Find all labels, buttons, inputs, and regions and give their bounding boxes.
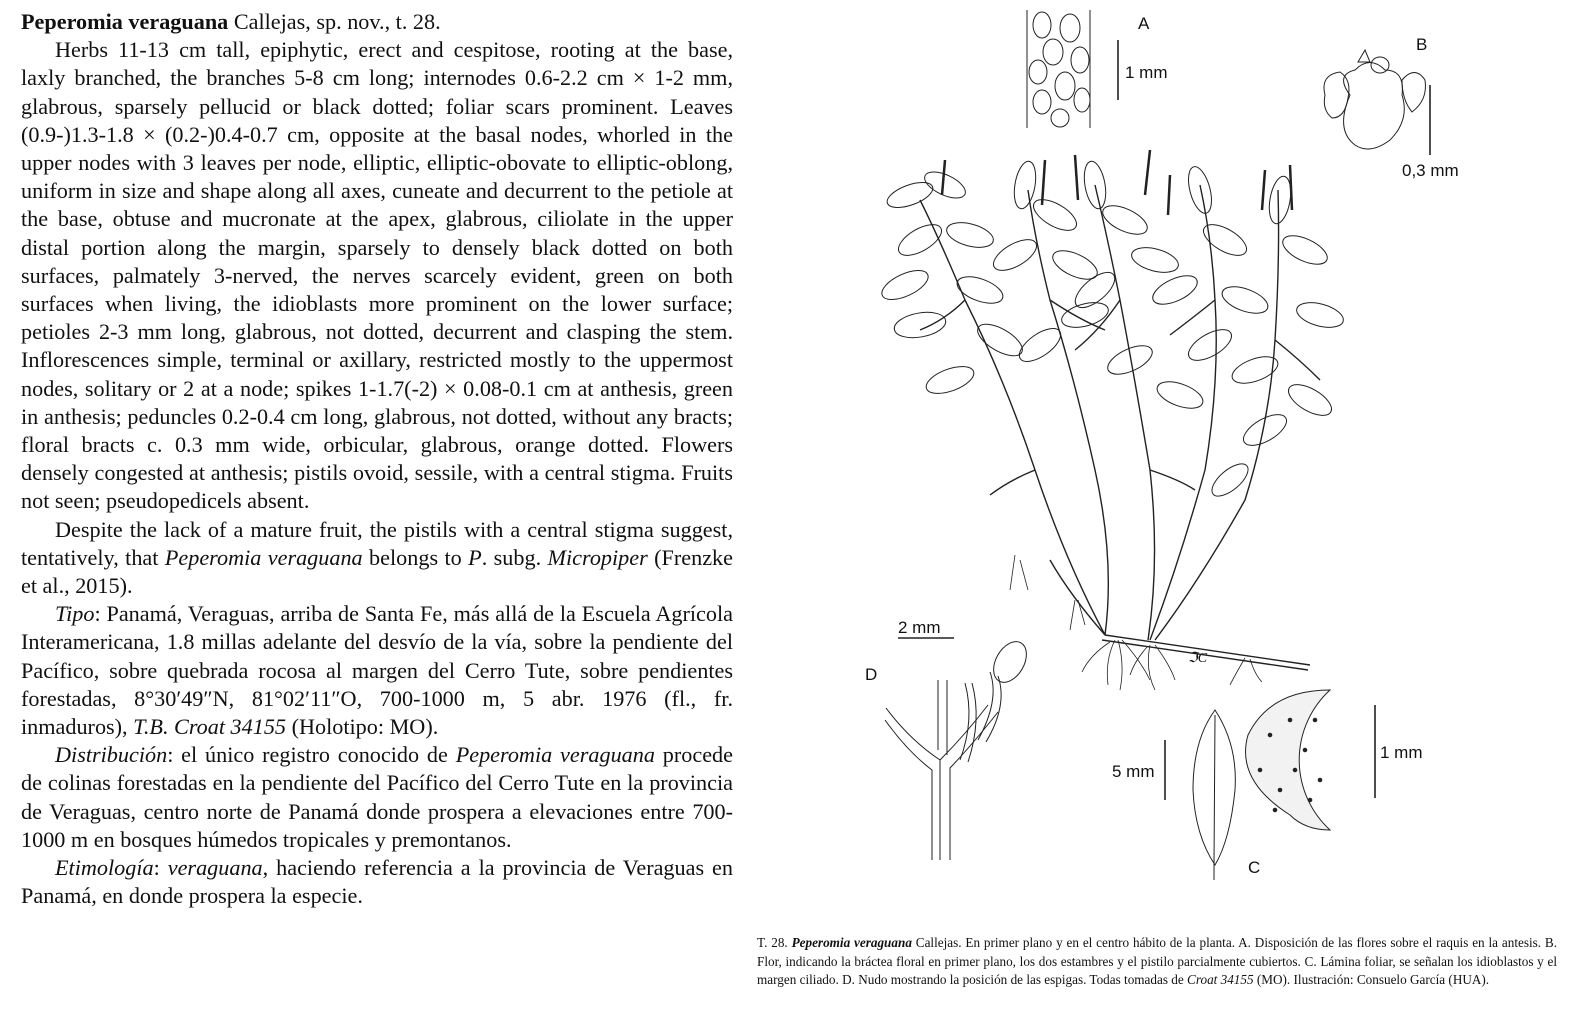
detail-a-rachis [1027,10,1090,128]
species-authority: Callejas, sp. nov., t. 28. [228,9,441,34]
label-b: B [1416,35,1428,54]
distribucion-label: Distribución [55,742,168,768]
scale-label-c-leaf: 5 mm [1112,762,1155,781]
scale-label-c-bract: 1 mm [1380,743,1423,762]
scale-label-a: 1 mm [1125,63,1168,82]
species-heading [21,8,733,36]
description-paragraph: Herbs 11-13 cm tall, epiphytic, erect and cespitose, rooting at the base, laxly branched, the branches 5-8 cm long; internodes 0.6-2.2 cm × 1-2 mm, glabrous, sparsely pellucid or black dotted; foliar scars prominent. Leaves (0.9-)1.3-1.8 × (0.2-)0.4-0.7 cm, opposite at the basal nodes, whorled in the upper nodes with 3 leaves per node, elliptic, elliptic-obovate to elliptic-oblong, uniform in size and shape along all axes, cuneate and decurrent to the petiole at the base, obtuse and mucronate at the apex, glabrous, ciliolate in the upper distal portion along the margin, sparsely to densely black dotted on both surfaces, palmately 3-nerved, the nerves scarcely evident, green on both surfaces when living, the idioblasts more prominent on the lower surface; petioles 2-3 mm long, glabrous, not dotted, decurrent and clasping the stem. Inflorescences simple, terminal or axillary, restricted mostly to the uppermost nodes, solitary or 2 at a node; spikes 1-1.7(-2) × 0.08-0.1 cm at anthesis, green in anthesis; peduncles 0.2-0.4 cm long, glabrous, not dotted, without any bracts; floral bracts c. 0.3 mm wide, orbicular, glabrous, orange dotted. Flowers densely congested at anthesis; pistils ovoid, sessile, with a central stigma. Fruits not seen; pseudopedicels absent. [21,37,733,514]
plant-drawing [850,0,1585,930]
scale-label-b: 0,3 mm [1402,161,1459,180]
figure-caption: T. 28. Peperomia veraguana Callejas. En primer plano y en el centro hábito de la planta. A. Disposición de las flores sobre el raquis en la antesis. B. Flor, indicando la bráctea floral en primer plano, los dos estambres y el pistilo parcialmente cubiertos. C. Lámina foliar, se señalan los idioblastos y el margen ciliado. D. Nudo mostrando la posición de las espigas. Todas tomadas de Croat 34155 (MO). Ilustración: Consuelo García (HUA). [757,935,1558,987]
label-a: A [1138,14,1150,33]
note-paragraph: Despite the lack of a mature fruit, the pistils with a central stigma suggest, tentatively, that Peperomia veraguana belongs to P. subg. Micropiper (Frenzke et al., 2015). [21,516,733,599]
detail-c-bract [1246,690,1330,830]
label-d: D [865,665,878,684]
tipo-paragraph: Tipo: Panamá, Veraguas, arriba de Santa Fe, más allá de la Escuela Agrícola Interamericana, 1.8 millas adelante del desvío de la vía, sobre la pendiente del Pacífico, sobre quebrada rocosa al margen del Cerro Tute, sobre pendientes forestadas, 8°30′49″N, 81°02′11″O, 700-1000 m, 5 abr. 1976 (fl., fr. inmaduros), T.B. Croat 34155 (Holotipo: MO). [21,601,733,740]
plant-roots [1010,555,1262,690]
illustrator-signature: ℑC [1188,651,1208,666]
scale-label-d: 2 mm [898,618,941,637]
detail-c-leaf [1193,710,1235,880]
etimologia-paragraph: Etimología: veraguana, haciendo referencia a la provincia de Veraguas en Panamá, en donde prospera la especie. [21,855,733,909]
plant-habit [920,185,1320,670]
distribucion-paragraph: Distribución: el único registro conocido de Peperomia veraguana procede de colinas forestadas en la pendiente del Pacífico del Cerro Tute en la provincia de Veraguas, centro norte de Panamá donde prospera a elevaciones entre 700-1000 m en bosques húmedos tropicales y premontanos. [21,742,733,852]
plate-illustration [850,0,1585,930]
etimologia-label: Etimología [55,855,154,881]
plant-spikes [942,150,1292,215]
tipo-collector: T.B. Croat 34155 [133,714,287,740]
detail-b-flower [1324,50,1425,149]
label-c: C [1248,858,1261,877]
tipo-label: Tipo [55,601,95,627]
text-column [21,8,733,911]
species-name: Peperomia veraguana [21,9,229,34]
detail-d-node [885,636,1033,860]
